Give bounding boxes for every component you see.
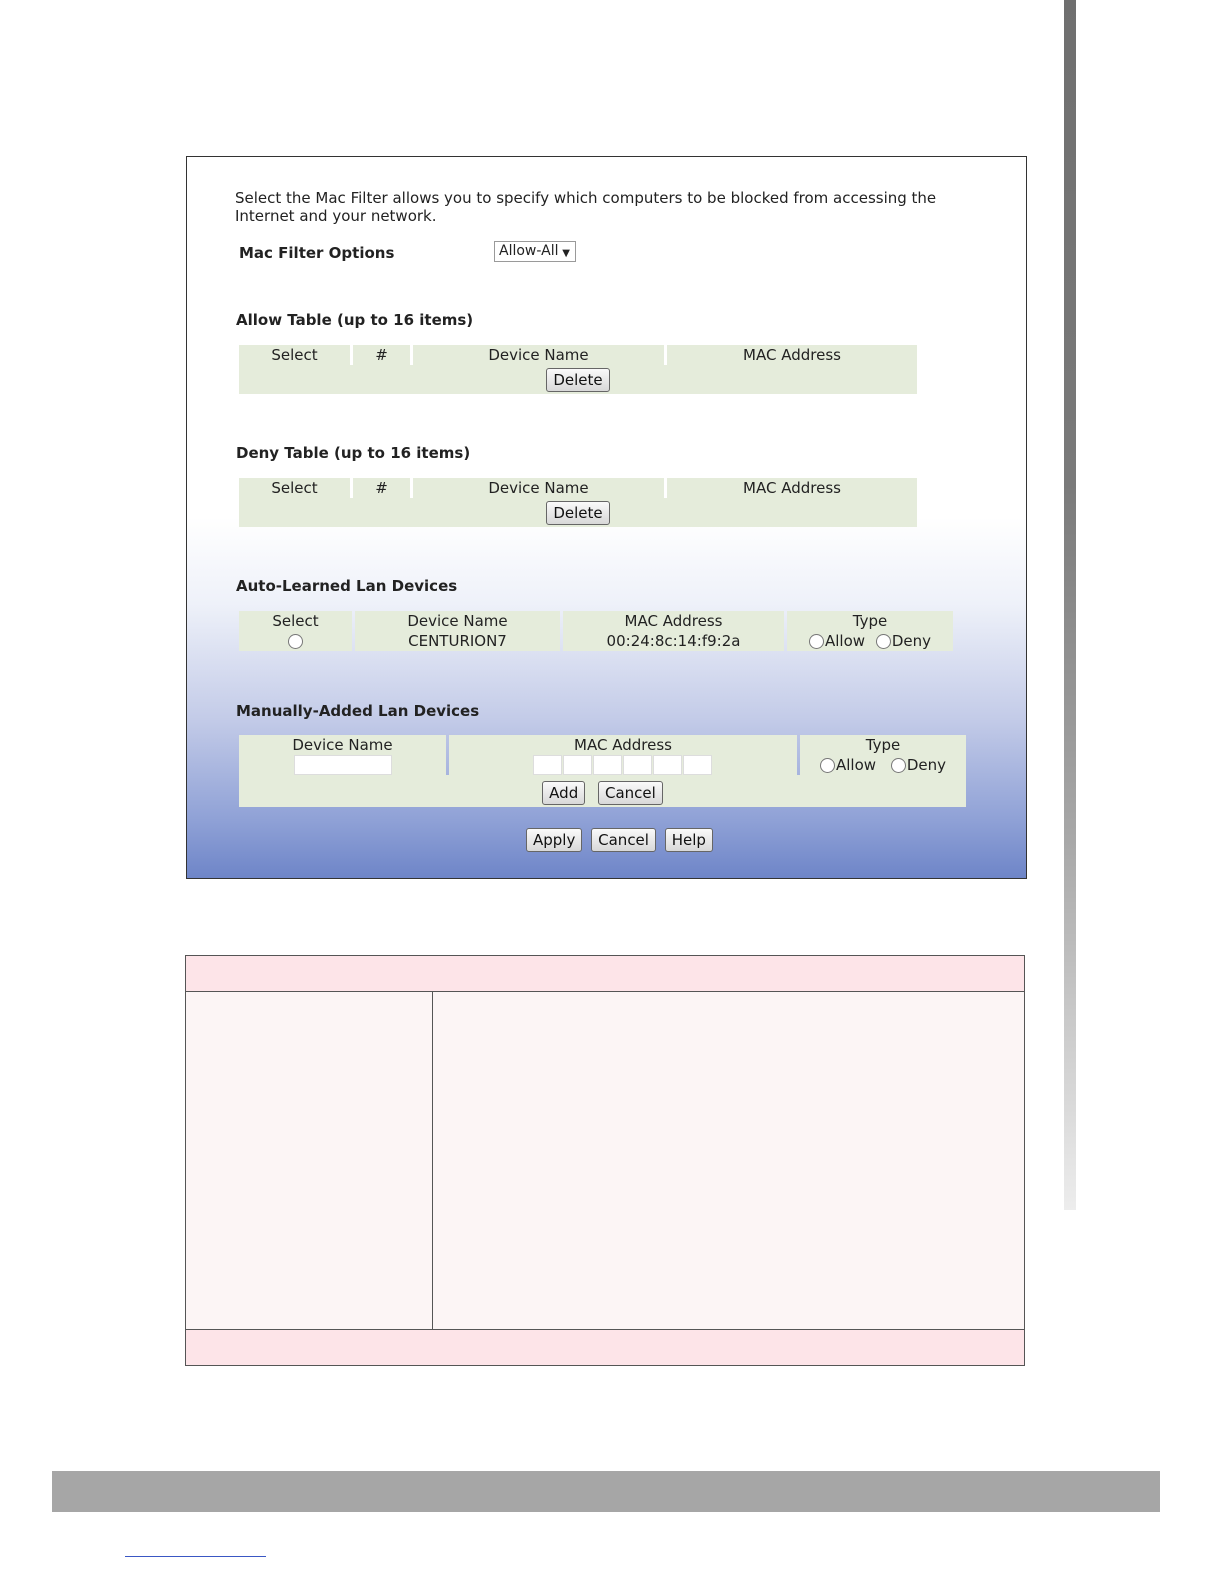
deny-table (236, 478, 920, 527)
allow-col-device-name: Device Name (413, 345, 664, 365)
allow-col-mac-address: MAC Address (667, 345, 917, 365)
page-side-bar (1064, 0, 1076, 1210)
mac-segment-input-3[interactable] (593, 755, 622, 775)
table-row (239, 631, 953, 651)
mac-filter-options-select[interactable] (494, 241, 576, 262)
auto-allow-label: Allow (825, 632, 866, 650)
mac-filter-panel (186, 156, 1027, 879)
apply-button[interactable]: Apply (526, 828, 582, 852)
auto-allow-radio[interactable] (809, 634, 824, 649)
parameter-table-header (186, 956, 1024, 992)
manual-col-device-name: Device Name (239, 735, 446, 755)
mac-segment-input-4[interactable] (623, 755, 652, 775)
parameter-table-footer (186, 1329, 1024, 1365)
manual-allow-label: Allow (836, 756, 877, 774)
allow-table-title: Allow Table (up to 16 items) (236, 311, 474, 329)
auto-mac-address: 00:24:8c:14:f9:2a (606, 632, 741, 650)
auto-col-device-name: Device Name (355, 611, 560, 631)
manual-cancel-button[interactable]: Cancel (598, 781, 663, 805)
footer-link-underline[interactable] (125, 1556, 266, 1557)
manual-table (236, 735, 969, 807)
manual-device-name-input[interactable] (294, 755, 392, 775)
manual-deny-radio[interactable] (891, 758, 906, 773)
intro-text: Select the Mac Filter allows you to specify which computers to be blocked from accessing the Internet and your network. (235, 189, 937, 225)
mac-segment-input-5[interactable] (653, 755, 682, 775)
action-buttons (526, 828, 713, 852)
manual-deny-label: Deny (906, 756, 946, 774)
manual-allow-radio[interactable] (820, 758, 835, 773)
dropdown-arrow-icon: ▼ (562, 248, 570, 259)
deny-col-select: Select (239, 478, 350, 498)
auto-learned-title: Auto-Learned Lan Devices (236, 577, 458, 595)
auto-deny-label: Deny (891, 632, 931, 650)
mac-filter-options-label: Mac Filter Options (239, 244, 395, 262)
cancel-button[interactable]: Cancel (591, 828, 656, 852)
help-button[interactable]: Help (665, 828, 713, 852)
parameter-table-divider (432, 991, 433, 1330)
mac-segment-input-1[interactable] (533, 755, 562, 775)
allow-delete-button[interactable]: Delete (546, 368, 609, 392)
deny-delete-button[interactable]: Delete (546, 501, 609, 525)
auto-col-mac-address: MAC Address (563, 611, 784, 631)
mac-filter-selected-value: Allow-All (499, 243, 559, 259)
mac-segment-input-2[interactable] (563, 755, 592, 775)
auto-select-radio[interactable] (288, 634, 303, 649)
auto-learned-table (236, 611, 956, 651)
mac-segment-input-6[interactable] (683, 755, 712, 775)
auto-col-select: Select (239, 611, 352, 631)
deny-table-title: Deny Table (up to 16 items) (236, 444, 471, 462)
auto-device-name: CENTURION7 (408, 632, 507, 650)
deny-col-mac-address: MAC Address (667, 478, 917, 498)
manual-title: Manually-Added Lan Devices (236, 702, 480, 720)
auto-deny-radio[interactable] (876, 634, 891, 649)
allow-table (236, 345, 920, 394)
deny-col-device-name: Device Name (413, 478, 664, 498)
auto-col-type: Type (787, 611, 953, 631)
parameter-table (185, 955, 1025, 1366)
manual-col-type: Type (800, 735, 966, 755)
deny-col-number: # (353, 478, 410, 498)
allow-col-number: # (353, 345, 410, 365)
manual-col-mac-address: MAC Address (449, 735, 797, 755)
footer-band (52, 1471, 1160, 1512)
manual-add-button[interactable]: Add (542, 781, 585, 805)
allow-col-select: Select (239, 345, 350, 365)
